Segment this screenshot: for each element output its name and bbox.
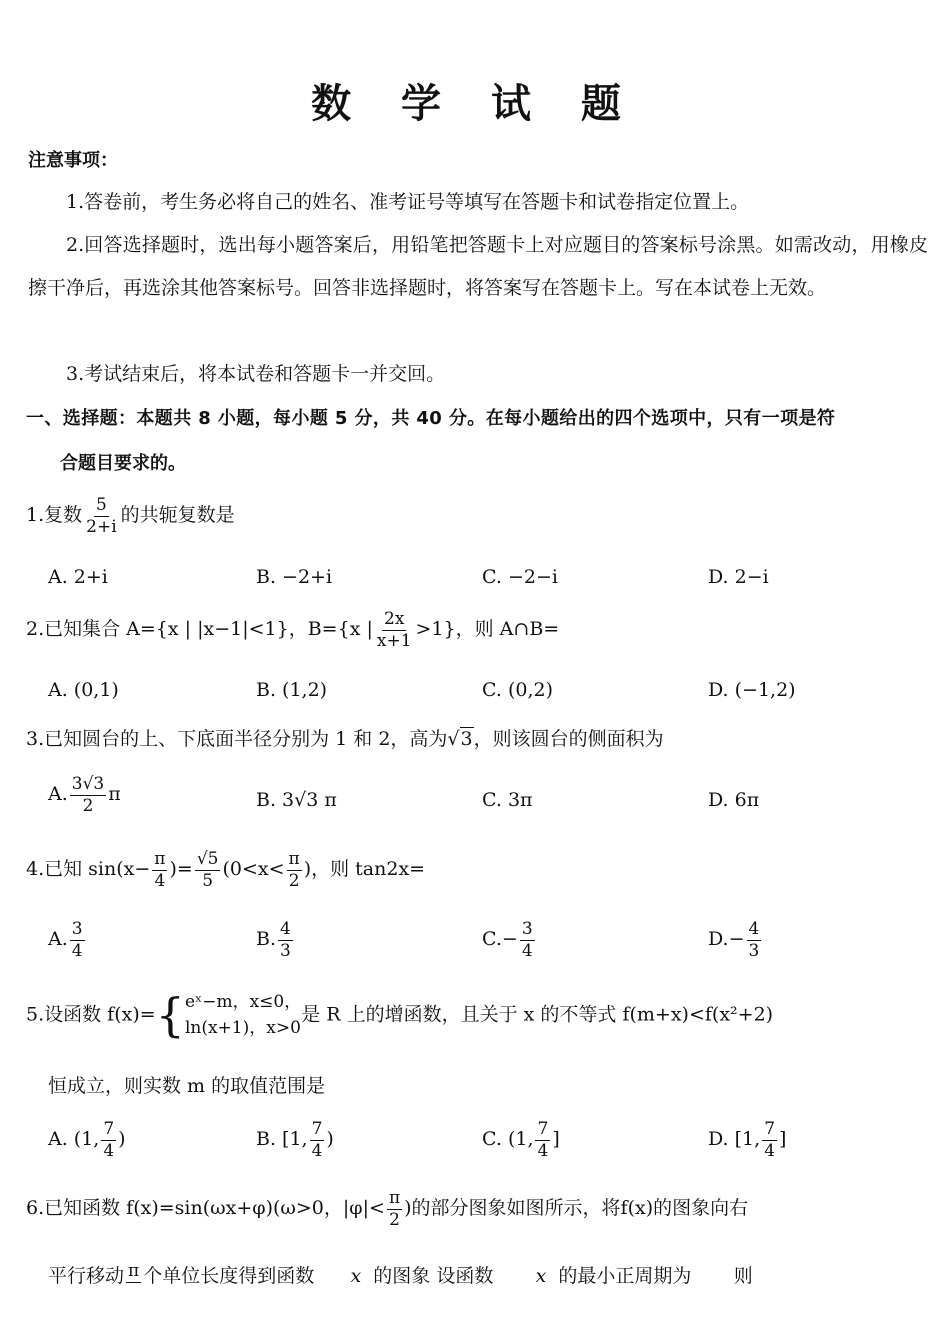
q3-prefix: 3.已知圆台的上、下底面半径分别为 1 和 2，高为√	[26, 728, 460, 750]
q6-line2-fraction	[126, 1262, 141, 1283]
q6-numerator: π	[388, 1188, 401, 1208]
q5-prefix: 5.设函数 f(x)=	[26, 1003, 156, 1026]
q3-suffix: ，则该圆台的侧面积为	[473, 728, 664, 750]
q4-option-c	[482, 920, 537, 960]
q6-line2-d: 的图象 设函数	[373, 1265, 494, 1287]
q6-line2-e: x	[535, 1265, 547, 1287]
q5-option-c-post: ]	[552, 1128, 560, 1151]
q4-mid: )=	[169, 858, 193, 881]
q4-pi-denominator: 4	[154, 870, 166, 891]
q5-cases	[185, 989, 301, 1042]
q4-option-c-sign: −	[501, 928, 518, 951]
q4-pi-fraction	[152, 850, 167, 890]
q6-line2-numerator: π	[128, 1261, 140, 1281]
notice-item-1: 1.答卷前，考生务必将自己的姓名、准考证号等填写在答题卡和试卷指定位置上。	[66, 191, 750, 213]
question-2: 2.已知集合 A={x | |x−1|<1}，B={x | $\frac{2x}{x+1}$ >1}，则 A∩B=	[26, 609, 560, 651]
q5-option-b	[256, 1120, 334, 1160]
q3-option-c: C. 3π	[482, 789, 533, 811]
q5-option-a	[48, 1120, 126, 1160]
q5-option-a-pre: A. (1,	[48, 1128, 100, 1151]
q4-option-a-label: A.	[48, 928, 68, 951]
q5-line-2: 恒成立，则实数 m 的取值范围是	[48, 1075, 326, 1097]
question-5	[26, 989, 773, 1042]
question-4	[26, 850, 425, 890]
q5-option-b-post: )	[326, 1128, 334, 1151]
q1-denominator: 2+i	[86, 516, 117, 537]
q2-fraction	[375, 610, 414, 650]
q4-half-pi-numerator: π	[288, 849, 300, 869]
notice-item-3: 3.考试结束后，将本试卷和答题卡一并交回。	[66, 363, 446, 385]
q2-set-right: >1}	[415, 618, 456, 641]
q5-option-c-pre: C. (1,	[482, 1128, 534, 1151]
q2-option-a: A. (0,1)	[48, 679, 119, 701]
q3-radicand: 3	[460, 728, 473, 750]
q5-option-c-numerator: 7	[537, 1119, 549, 1139]
q1-prefix: 1.复数	[26, 504, 83, 527]
q2-prefix: 2.已知集合 A={x | |x−1|<1}，B=	[26, 618, 338, 641]
q6-line2-g: 则	[733, 1265, 753, 1287]
notice-heading: 注意事项：	[28, 150, 118, 171]
q3-option-a-fraction	[70, 775, 106, 815]
q4-option-c-fraction	[520, 920, 535, 960]
q1-option-b: B. −2+i	[256, 566, 333, 588]
page-title: 数 学 试 题	[311, 81, 639, 127]
q4-prefix: 4.已知 sin(x−	[26, 858, 151, 881]
q4-half-pi-denominator: 2	[288, 870, 300, 891]
q4-root-fraction	[195, 850, 221, 890]
q4-option-b-fraction	[278, 920, 293, 960]
question-6	[26, 1189, 748, 1229]
q2-numerator: 2x	[384, 609, 405, 629]
question-1	[26, 496, 235, 536]
q3-option-a	[48, 775, 121, 815]
q5-option-b-denominator: 4	[311, 1140, 323, 1161]
q5-option-a-post: )	[118, 1128, 126, 1151]
q4-root-denominator: 5	[202, 870, 214, 891]
q1-suffix: 的共轭复数是	[120, 504, 235, 527]
q6-prefix: 6.已知函数 f(x)=sin(ωx+φ)(ω>0，|φ|<	[26, 1197, 385, 1220]
q6-line2-f: 的最小正周期为	[558, 1265, 692, 1287]
q5-case-1: eˣ−m，x≤0，	[184, 992, 302, 1012]
q6-line2-c: x	[350, 1265, 362, 1287]
q4-option-b-numerator: 4	[280, 919, 291, 939]
q5-suffix: 是 R 上的增函数，且关于 x 的不等式 f(m+x)<f(x²+2)	[301, 1003, 774, 1026]
q5-option-d-denominator: 4	[764, 1140, 776, 1161]
q5-option-c-denominator: 4	[537, 1140, 549, 1161]
q5-option-b-fraction	[310, 1120, 325, 1160]
q5-option-b-pre: B. [1,	[256, 1128, 308, 1151]
q5-option-a-numerator: 7	[103, 1119, 115, 1139]
q4-option-d	[708, 920, 763, 960]
notice-item-2: 2.回答选择题时，选出每小题答案后，用铅笔把答题卡上对应题目的答案标号涂黑。如需改动，用橡皮擦干净后，再选涂其他答案标号。回答非选择题时，将答案写在答题卡上。写在本试卷上无效。	[28, 234, 928, 299]
q4-option-a-numerator: 3	[71, 919, 83, 939]
q6-denominator: 2	[389, 1209, 400, 1230]
q4-option-d-label: D.	[708, 928, 729, 951]
section-heading-line1: 一、选择题：本题共 8 小题，每小题 5 分，共 40 分。在每小题给出的四个选项中，只有一项是符	[26, 408, 836, 429]
q4-option-c-numerator: 3	[521, 919, 533, 939]
q5-option-d	[708, 1120, 786, 1160]
q5-option-d-numerator: 7	[764, 1119, 776, 1139]
q6-line2-a: 平行移动	[48, 1265, 125, 1287]
q3-option-a-numerator: 3√3	[71, 774, 105, 794]
q1-option-a: A. 2+i	[48, 566, 108, 588]
q2-set-left: {x	[337, 618, 361, 641]
q4-option-d-denominator: 3	[748, 940, 760, 961]
section-heading-line2: 合题目要求的。	[60, 453, 186, 474]
q6-line2-b: 个单位长度得到函数	[143, 1265, 315, 1287]
q4-half-pi-fraction	[287, 850, 302, 890]
q2-option-c: C. (0,2)	[482, 679, 553, 701]
q4-pi-numerator: π	[154, 849, 166, 869]
q4-option-a	[48, 920, 87, 960]
q5-option-a-denominator: 4	[103, 1140, 115, 1161]
q2-denominator: x+1	[376, 630, 412, 651]
q5-option-c-fraction	[535, 1120, 550, 1160]
q6-suffix: )的部分图象如图所示，将f(x)的图象向右	[404, 1197, 749, 1220]
q4-option-c-denominator: 4	[521, 940, 533, 961]
q5-option-d-fraction	[762, 1120, 777, 1160]
q5-case-2: ln(x+1)，x>0	[184, 1018, 301, 1039]
q2-suffix: ，则 A∩B=	[455, 618, 560, 641]
q3-option-a-label: A.	[48, 783, 68, 806]
q3-option-d: D. 6π	[708, 789, 760, 811]
question-3	[26, 728, 664, 751]
q5-option-b-numerator: 7	[311, 1119, 323, 1139]
q1-option-c: C. −2−i	[482, 566, 558, 588]
q4-option-d-fraction	[747, 920, 762, 960]
q1-option-d: D. 2−i	[708, 566, 769, 588]
q3-option-b: B. 3√3 π	[256, 789, 337, 811]
q4-option-c-label: C.	[482, 928, 502, 951]
q4-suffix: )，则 tan2x=	[303, 858, 426, 881]
q4-root-numerator: √5	[196, 849, 219, 869]
q3-option-a-tail: π	[108, 783, 121, 806]
q5-option-c	[482, 1120, 560, 1160]
q4-option-a-denominator: 4	[71, 940, 83, 961]
q4-option-b	[256, 920, 295, 960]
q3-option-a-denominator: 2	[82, 795, 94, 816]
q6-line-2	[48, 1262, 753, 1288]
q1-numerator: 5	[95, 495, 107, 515]
q4-mid2: (0<x<	[222, 858, 285, 881]
q2-option-d: D. (−1,2)	[708, 679, 796, 701]
q5-option-d-pre: D. [1,	[708, 1128, 761, 1151]
q5-option-d-post: ]	[779, 1128, 787, 1151]
q4-option-b-denominator: 3	[280, 940, 291, 961]
q2-option-b: B. (1,2)	[256, 679, 328, 701]
q4-option-a-fraction	[70, 920, 85, 960]
q1-fraction	[84, 496, 119, 536]
q5-option-a-fraction	[101, 1120, 116, 1160]
q6-fraction	[387, 1189, 402, 1229]
q4-option-b-label: B.	[256, 928, 277, 951]
q4-option-d-sign: −	[728, 928, 745, 951]
q5-brace: {	[155, 988, 185, 1043]
q4-option-d-numerator: 4	[748, 919, 760, 939]
